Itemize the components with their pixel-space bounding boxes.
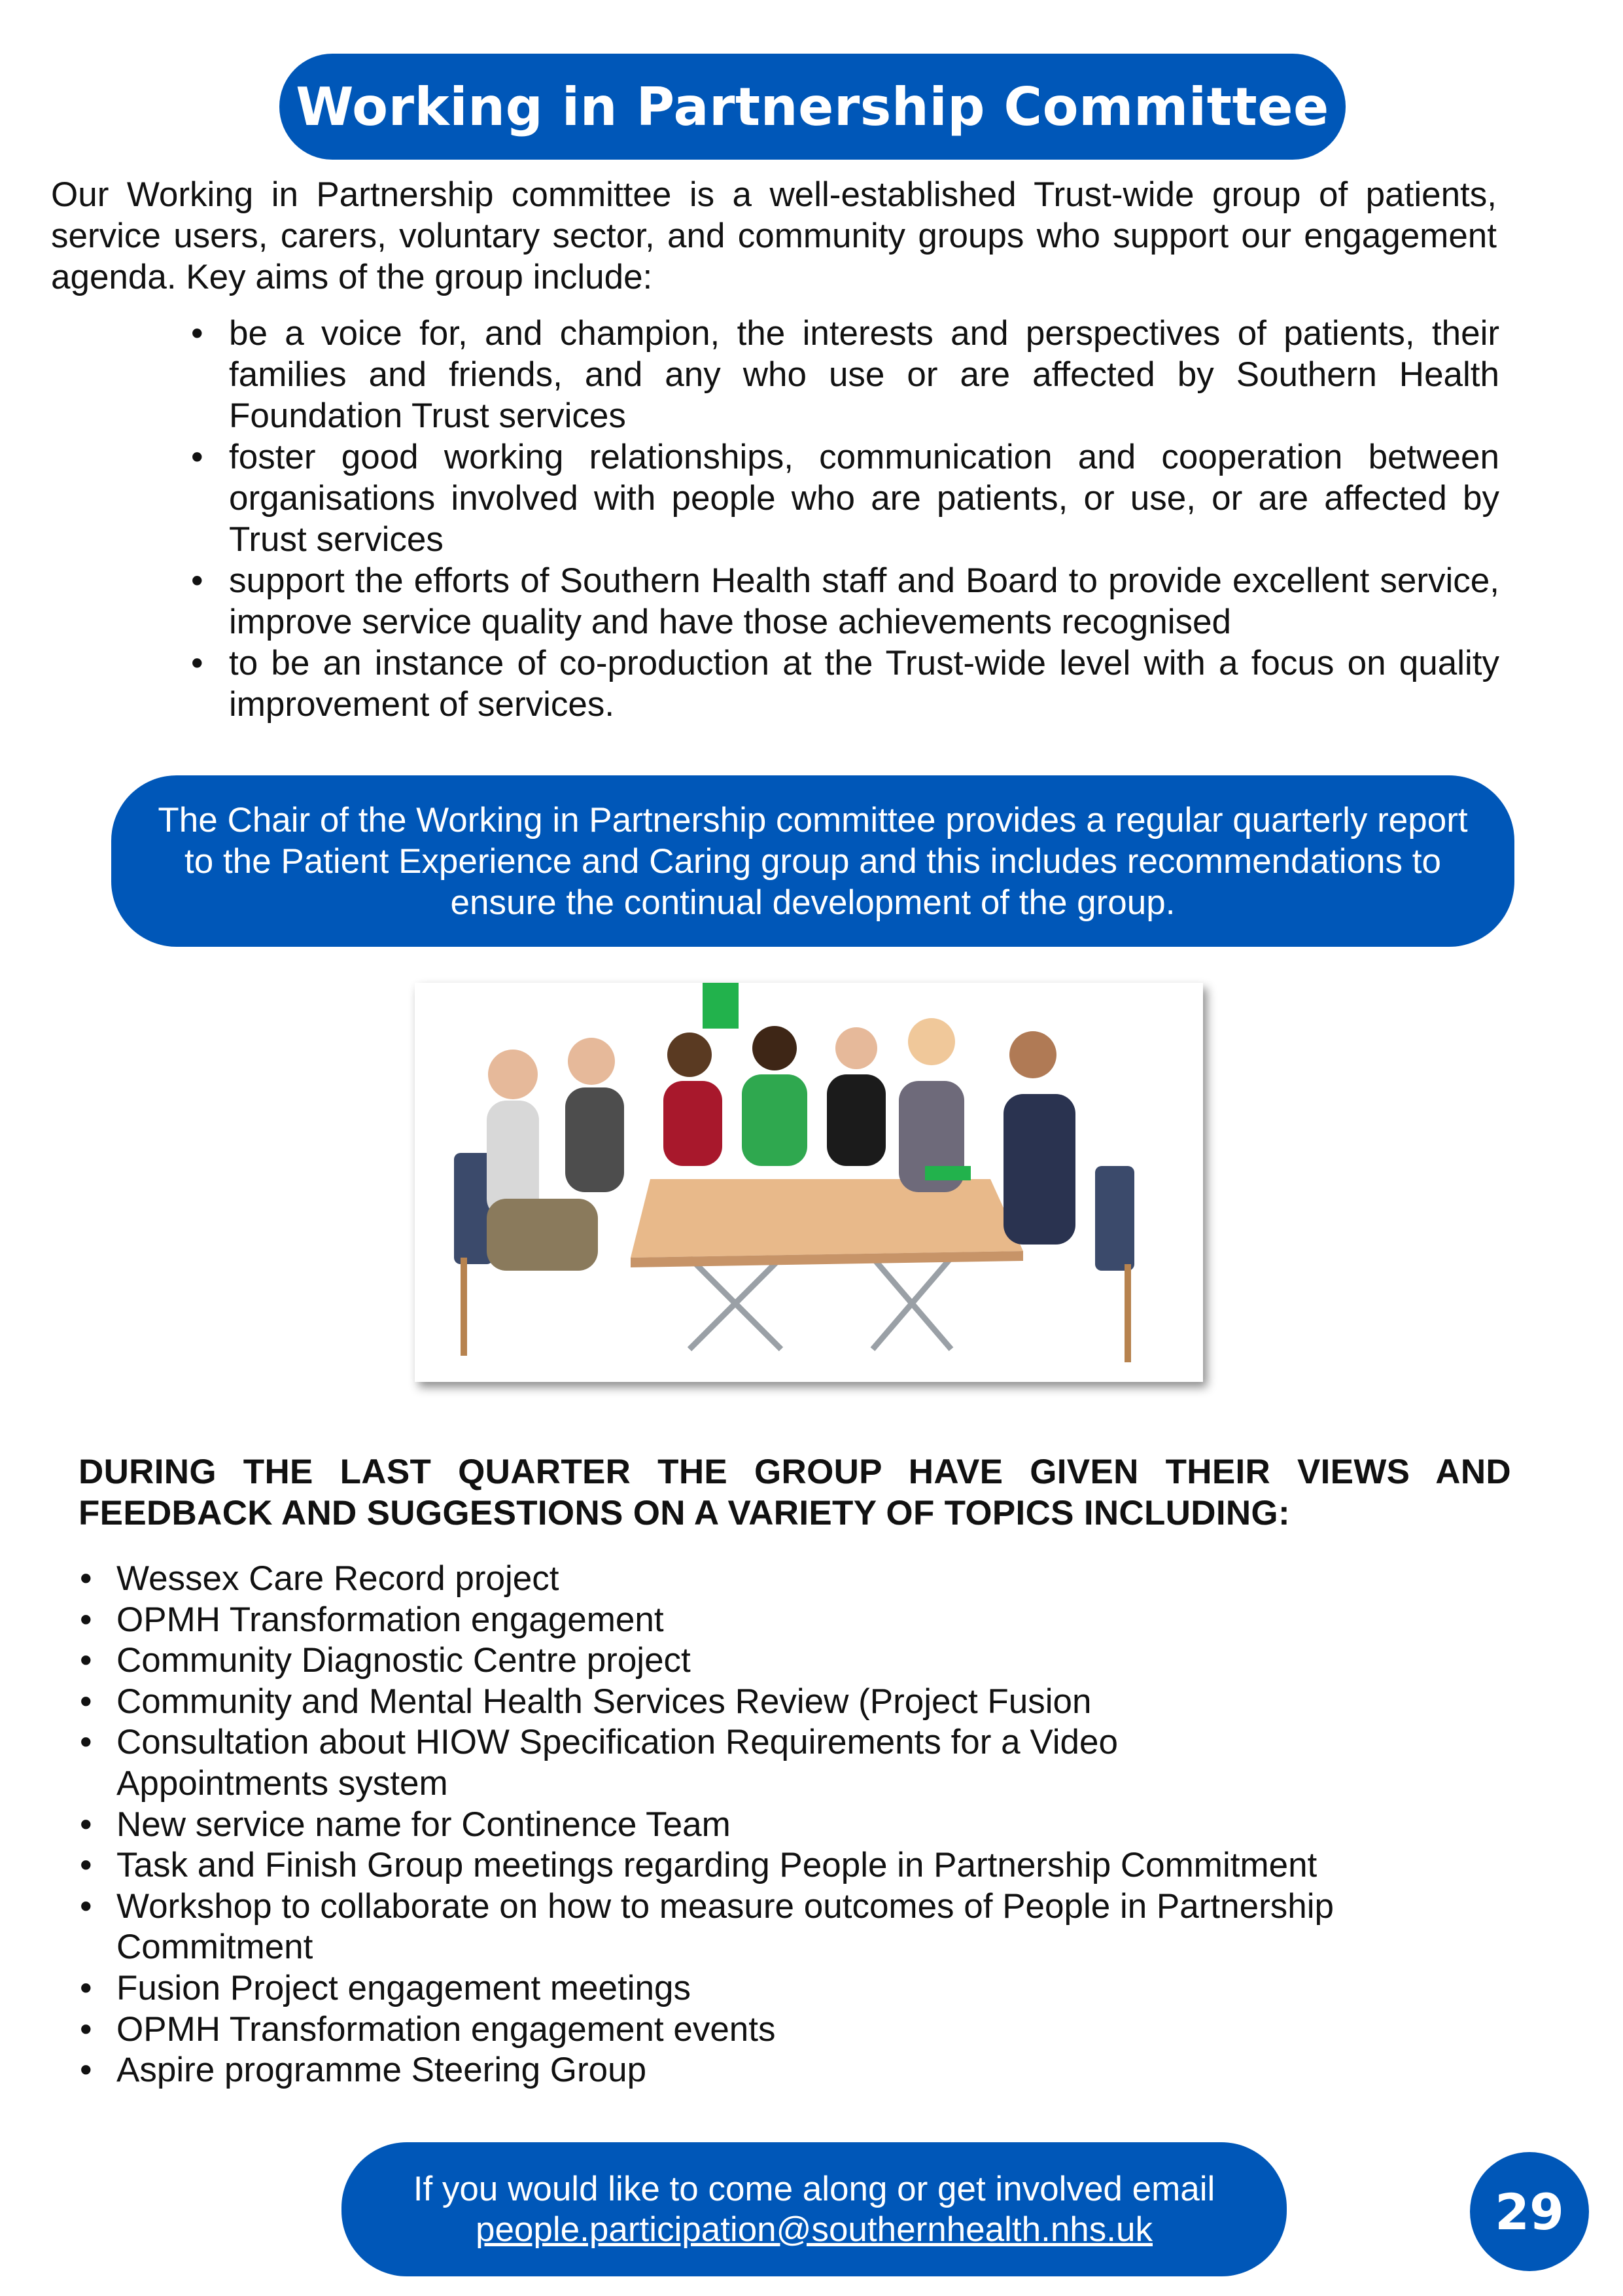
- aim-item: • foster good working relationships, communication and cooperation between organisations involved with people who are patients, or use, or are affected by Trust services: [191, 436, 1499, 560]
- topic-item: • OPMH Transformation engagement events: [80, 2009, 1454, 2051]
- contact-callout: [341, 2142, 1287, 2276]
- topic-item: • Workshop to collaborate on how to measure outcomes of People in Partnership Commitment: [80, 1886, 1425, 1968]
- aims-list: [191, 313, 1499, 725]
- topic-item: • Consultation about HIOW Specification Requirements for a Video Appointments system: [80, 1722, 1261, 1804]
- chair-callout: [111, 775, 1514, 947]
- page-number: 29: [1495, 2182, 1564, 2241]
- topic-item: • Community Diagnostic Centre project: [80, 1640, 1454, 1682]
- aim-item: • support the efforts of Southern Health staff and Board to provide excellent service, improve service quality and have those achievements recognised: [191, 560, 1499, 643]
- topic-item: • Fusion Project engagement meetings: [80, 1968, 1454, 2009]
- topics-heading: DURING THE LAST QUARTER THE GROUP HAVE GIVEN THEIR VIEWS AND FEEDBACK AND SUGGESTIONS ON A VARIETY OF TOPICS INCLUDING:: [79, 1453, 1511, 1532]
- topic-item: • Task and Finish Group meetings regarding People in Partnership Commitment: [80, 1845, 1454, 1886]
- aim-item: • be a voice for, and champion, the interests and perspectives of patients, their families and friends, and any who use or are affected by Southern Health Foundation Trust services: [191, 313, 1499, 436]
- meeting-illustration: [415, 983, 1203, 1382]
- topic-item: • Community and Mental Health Services Review (Project Fusion: [80, 1682, 1454, 1723]
- page-title: Working in Partnership Committee: [296, 76, 1329, 137]
- title-banner: [279, 54, 1346, 160]
- contact-text: If you would like to come along or get involved email: [413, 2169, 1215, 2208]
- intro-paragraph: Our Working in Partnership committee is a well-established Trust-wide group of patients, service users, carers, voluntary sector, and community groups who support our engagement agenda. Key aims of the group include:: [51, 175, 1497, 296]
- email-link[interactable]: people.participation@southernhealth.nhs.uk: [475, 2210, 1153, 2249]
- page-number-badge: [1470, 2152, 1589, 2271]
- topic-item: • Aspire programme Steering Group: [80, 2050, 1454, 2091]
- topics-list: [80, 1559, 1454, 2091]
- topic-item: • Wessex Care Record project: [80, 1559, 1454, 1600]
- topic-item: • New service name for Continence Team: [80, 1805, 1454, 1846]
- chair-note: The Chair of the Working in Partnership committee provides a regular quarterly report to the Patient Experience and Caring group and this includes recommendations to ensure the continual development of the group.: [158, 800, 1468, 922]
- topic-item: • OPMH Transformation engagement: [80, 1600, 1454, 1641]
- meeting-photo: [415, 983, 1203, 1382]
- aim-item: • to be an instance of co-production at the Trust-wide level with a focus on quality improvement of services.: [191, 643, 1499, 725]
